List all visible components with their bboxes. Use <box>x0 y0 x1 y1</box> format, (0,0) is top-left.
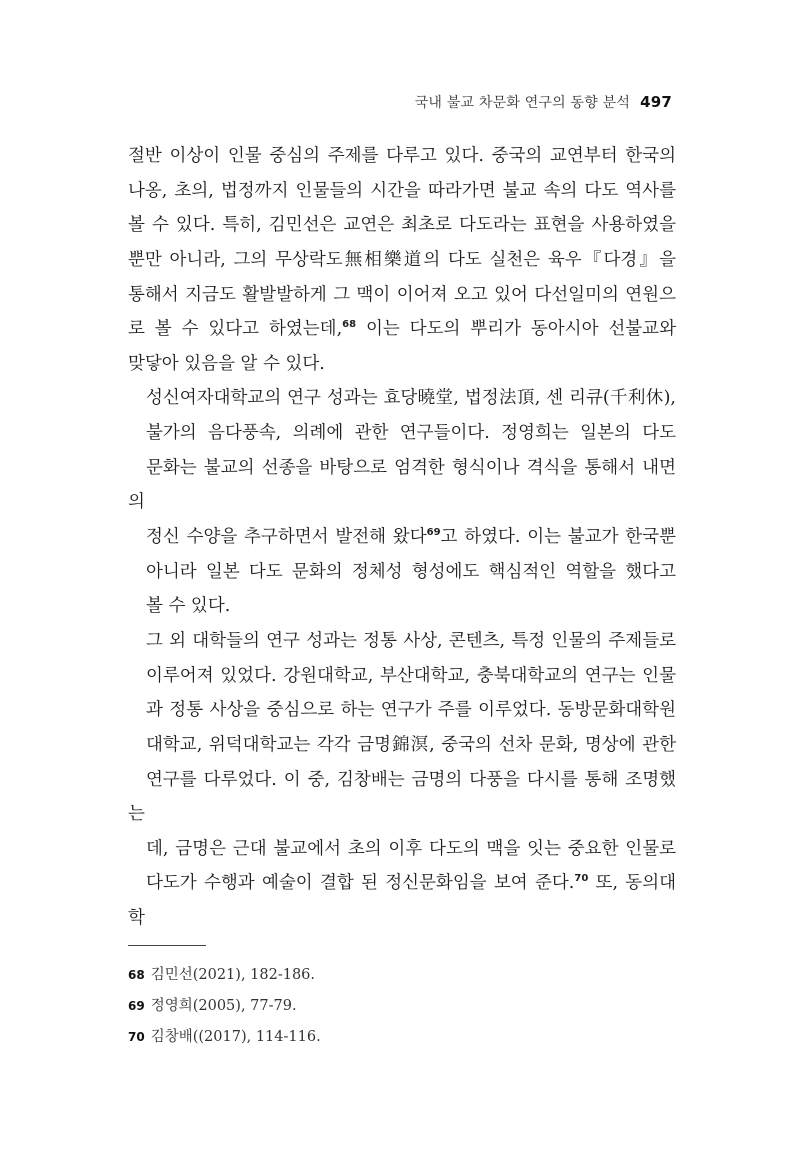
footnote-ref-69[interactable]: 69 <box>426 527 441 539</box>
body-text <box>128 139 676 936</box>
text-line: 통해서 지금도 활발발하게 그 맥이 이어져 오고 있어 다선일미의 연원으 <box>128 284 676 305</box>
text-line: 맞닿아 있음을 알 수 있다. <box>128 353 325 374</box>
paragraph-3 <box>128 624 676 936</box>
footnote-number: 70 <box>128 1030 145 1044</box>
footnote-69 <box>128 991 676 1022</box>
footnote-divider <box>128 945 206 946</box>
text-line-with-footnote <box>128 520 676 555</box>
footnote-text: 김민선(2021), 182-186. <box>150 967 316 983</box>
text-line: 볼 수 있다. 특히, 김민선은 교연은 최초로 다도라는 표현을 사용하였을 <box>128 215 676 236</box>
text-segment: 또, 동의대학 <box>128 873 676 929</box>
text-line: 데, 금명은 근대 불교에서 초의 이후 다도의 맥을 잇는 중요한 인물로 <box>146 838 676 859</box>
text-line: 연구를 다루었다. 이 중, 김창배는 금명의 다풍을 다시를 통해 조명했는 <box>128 769 676 825</box>
paragraph-2 <box>128 381 676 623</box>
text-line: 불가의 음다풍속, 의례에 관한 연구들이다. 정영희는 일본의 다도 <box>146 423 676 444</box>
text-segment: 이는 다도의 뿌리가 동아시아 선불교와 <box>356 319 676 340</box>
text-line: 성신여자대학교의 연구 성과는 효당曉堂, 법정法頂, 센 리큐(千利休), <box>146 388 676 409</box>
paragraph-1 <box>128 139 676 381</box>
text-line: 과 정통 사상을 중심으로 하는 연구가 주를 이루었다. 동방문화대학원 <box>146 700 676 721</box>
footnote-text: 김창배((2017), 114-116. <box>150 1029 321 1045</box>
text-line: 그 외 대학들의 연구 성과는 정통 사상, 콘텐츠, 특정 인물의 주제들로 <box>146 630 676 651</box>
text-line-with-footnote <box>128 866 676 935</box>
footnote-68 <box>128 960 676 991</box>
text-segment: 고 하였다. 이는 불교가 한국뿐 <box>440 527 676 548</box>
footnote-number: 69 <box>128 999 145 1013</box>
footnote-ref-70[interactable]: 70 <box>574 873 589 885</box>
page-number: 497 <box>640 93 672 111</box>
footnote-text: 정영희(2005), 77-79. <box>150 998 297 1014</box>
text-line-with-footnote <box>128 312 676 347</box>
text-line: 아니라 일본 다도 문화의 정체성 형성에도 핵심적인 역할을 했다고 <box>146 561 676 582</box>
text-segment: 정신 수양을 추구하면서 발전해 왔다 <box>146 527 427 548</box>
footnote-70 <box>128 1022 676 1053</box>
running-title: 국내 불교 차문화 연구의 동향 분석 <box>414 95 631 111</box>
text-segment: 로 볼 수 있다고 하였는데, <box>128 319 343 340</box>
footnotes <box>128 960 676 1053</box>
text-line: 대학교, 위덕대학교는 각각 금명錦溟, 중국의 선차 문화, 명상에 관한 <box>146 734 676 755</box>
text-line: 문화는 불교의 선종을 바탕으로 엄격한 형식이나 격식을 통해서 내면의 <box>128 457 676 513</box>
footnote-ref-68[interactable]: 68 <box>342 319 357 331</box>
text-line: 이루어져 있었다. 강원대학교, 부산대학교, 충북대학교의 연구는 인물 <box>146 665 676 686</box>
footnote-number: 68 <box>128 968 145 982</box>
text-line: 뿐만 아니라, 그의 무상락도無相樂道의 다도 실천은 육우『다경』을 <box>128 249 676 270</box>
text-segment: 다도가 수행과 예술이 결합 된 정신문화임을 보여 준다. <box>146 873 575 894</box>
text-line: 나옹, 초의, 법정까지 인물들의 시간을 따라가면 불교 속의 다도 역사를 <box>128 180 676 201</box>
text-line: 절반 이상이 인물 중심의 주제를 다루고 있다. 중국의 교연부터 한국의 <box>128 146 676 166</box>
text-line: 볼 수 있다. <box>146 596 231 617</box>
running-header <box>415 92 672 112</box>
